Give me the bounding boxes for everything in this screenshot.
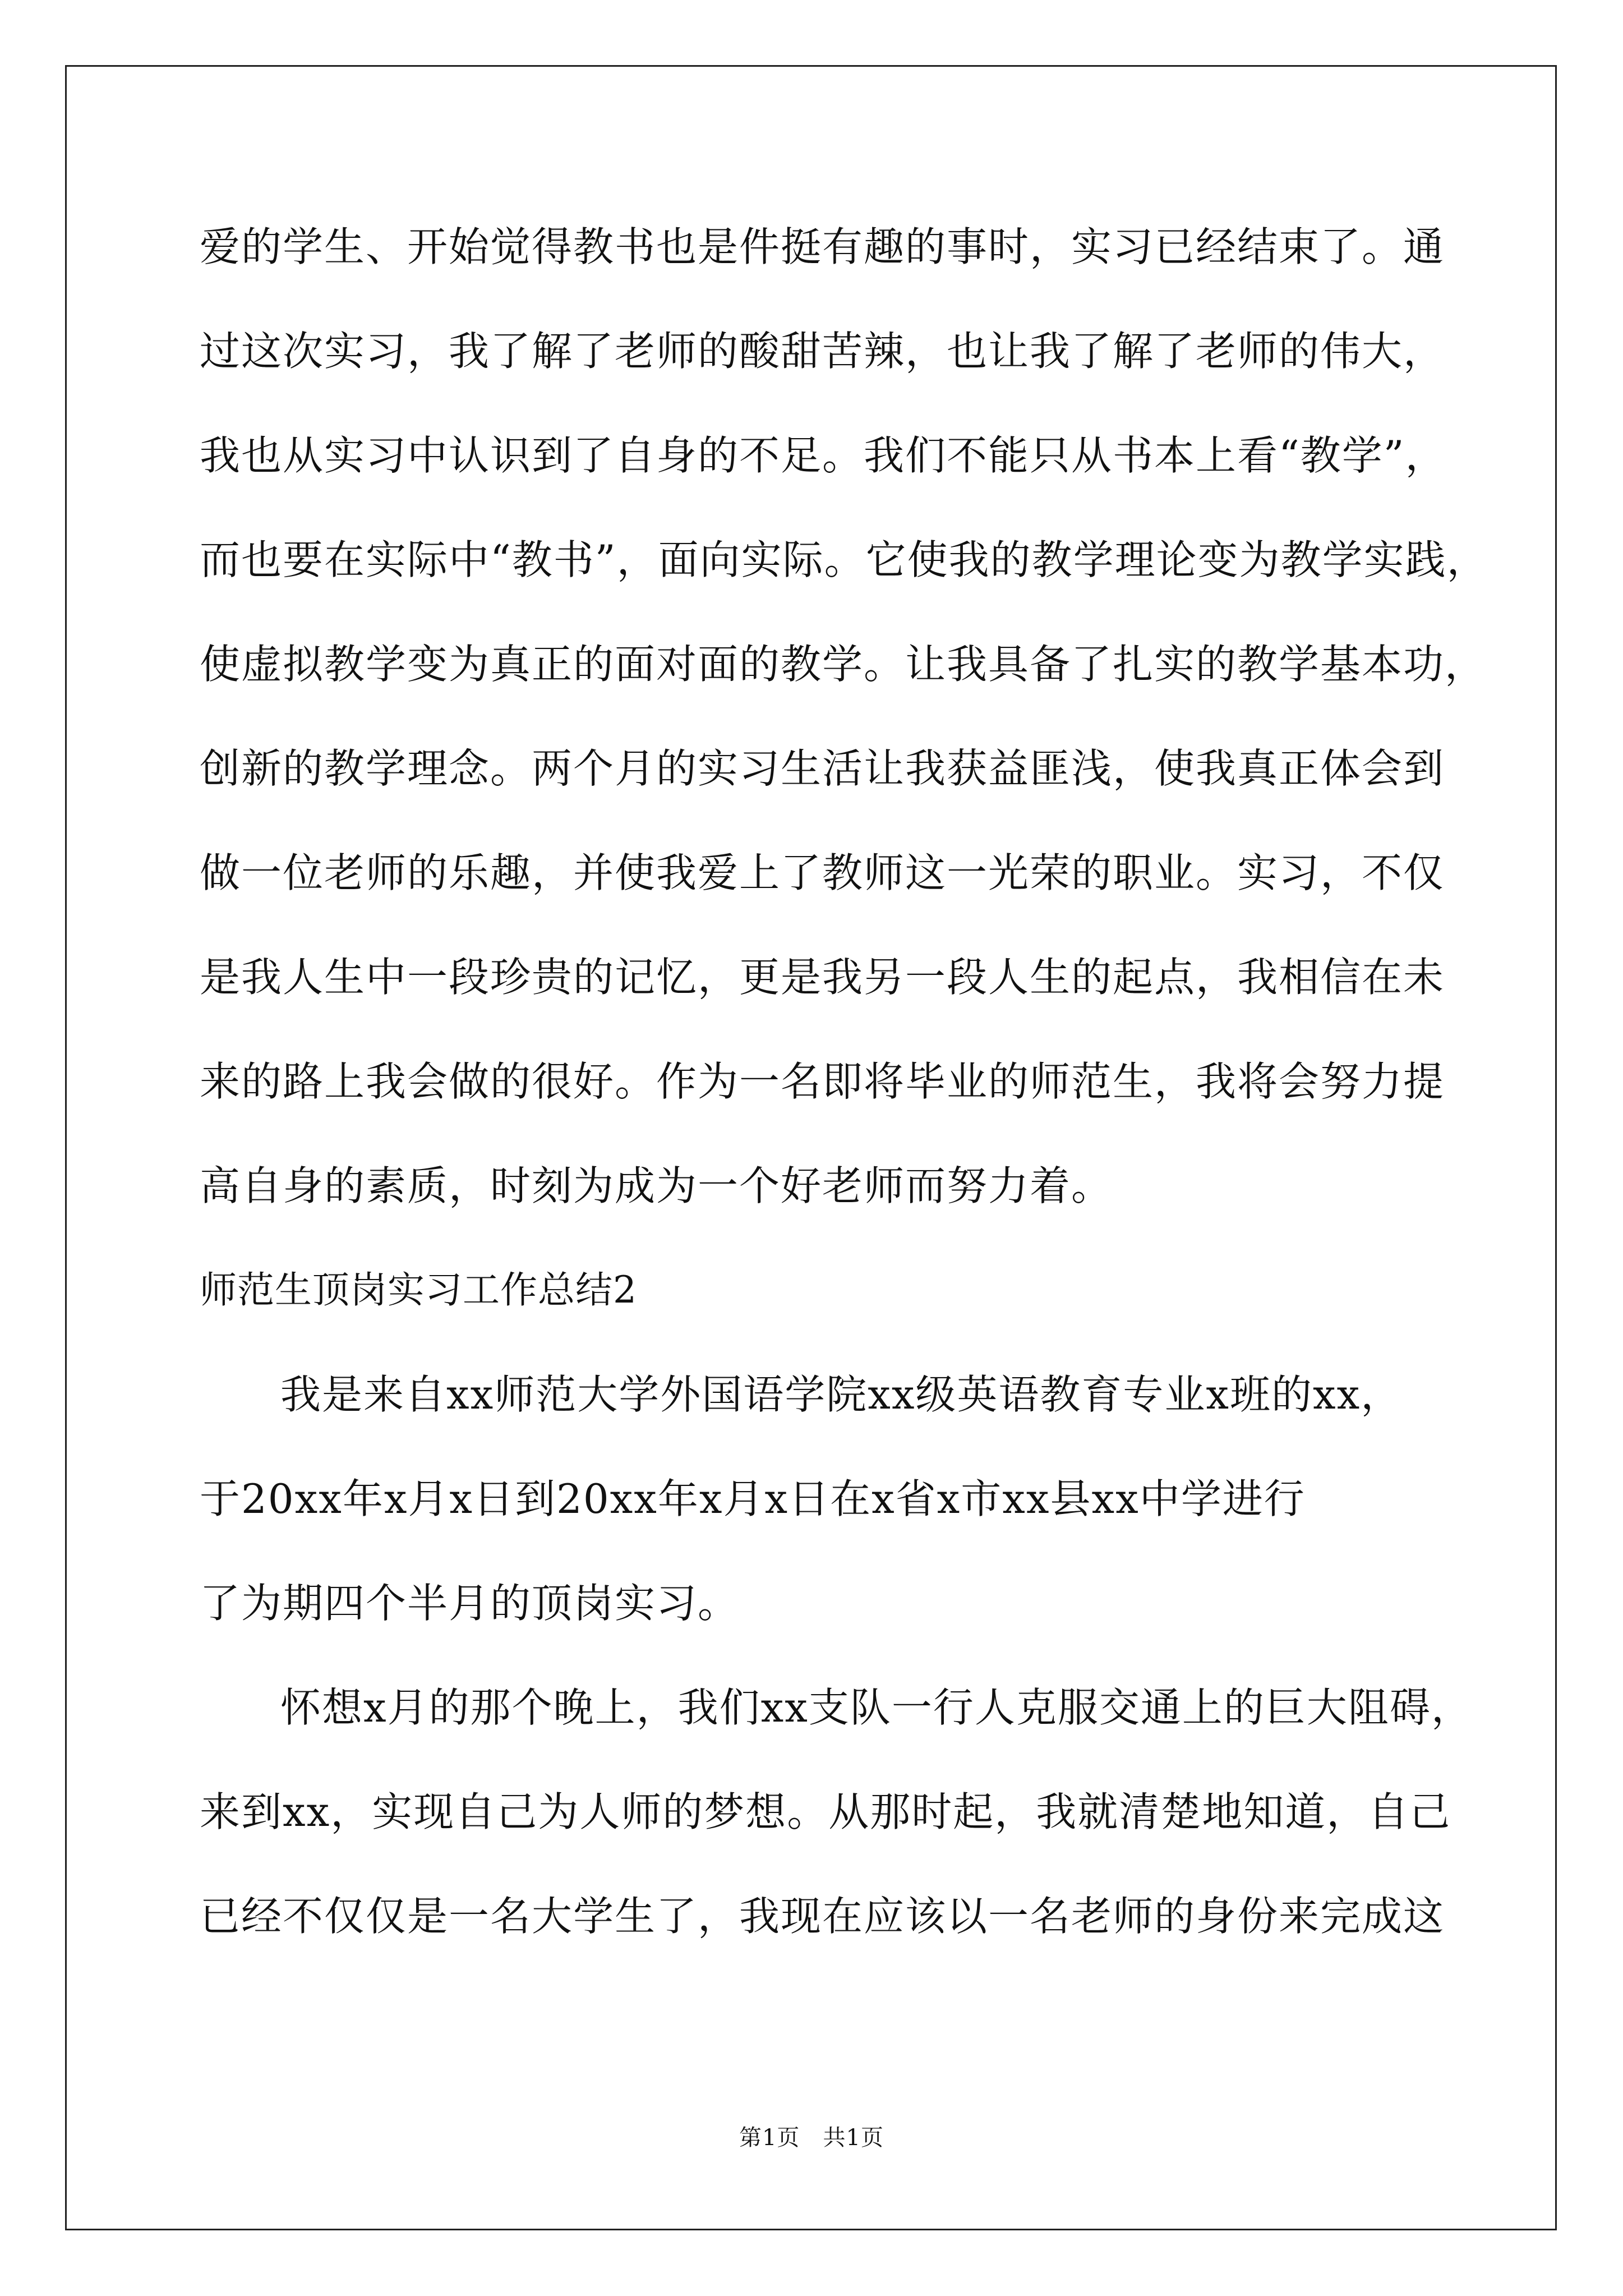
text-line: 我是来自xx师范大学外国语学院xx级英语教育专业x班的xx， [280,1371,1403,1418]
text-line: 而也要在实际中“教书”，面向实际。它使我的教学理论变为教学实践， [200,536,1488,583]
text-line: 创新的教学理念。两个月的实习生活让我获益匪浅，使我真正体会到 [200,745,1445,792]
text-line: 了为期四个半月的顶岗实习。 [200,1580,740,1627]
text-line: 我也从实习中认识到了自身的不足。我们不能只从书本上看“教学”， [200,432,1447,479]
text-line: 过这次实习，我了解了老师的酸甜苦辣，也让我了解了老师的伟大， [200,328,1445,375]
text-line: 于20xx年x月x日到20xx年x月x日在x省x市xx县xx中学进行 [200,1475,1306,1522]
text-line: 已经不仅仅是一名大学生了，我现在应该以一名老师的身份来完成这 [200,1893,1445,1940]
text-line: 怀想x月的那个晚上，我们xx支队一行人克服交通上的巨大阻碍， [280,1684,1473,1731]
text-line: 高自身的素质，时刻为成为一个好老师而努力着。 [200,1162,1113,1209]
text-line: 做一位老师的乐趣，并使我爱上了教师这一光荣的职业。实习，不仅 [200,849,1445,896]
text-line: 爱的学生、开始觉得教书也是件挺有趣的事时，实习已经结束了。通 [200,223,1445,270]
text-line: 来的路上我会做的很好。作为一名即将毕业的师范生，我将会努力提 [200,1058,1445,1105]
text-line: 是我人生中一段珍贵的记忆，更是我另一段人生的起点，我相信在未 [200,954,1445,1001]
page-number-footer: 第1页 共1页 [739,2125,884,2151]
text-line: 使虚拟教学变为真正的面对面的教学。让我具备了扎实的教学基本功， [200,641,1487,688]
section-heading: 师范生顶岗实习工作总结2 [200,1268,637,1312]
text-line: 来到xx，实现自己为人师的梦想。从那时起，我就清楚地知道，自己 [200,1788,1451,1835]
